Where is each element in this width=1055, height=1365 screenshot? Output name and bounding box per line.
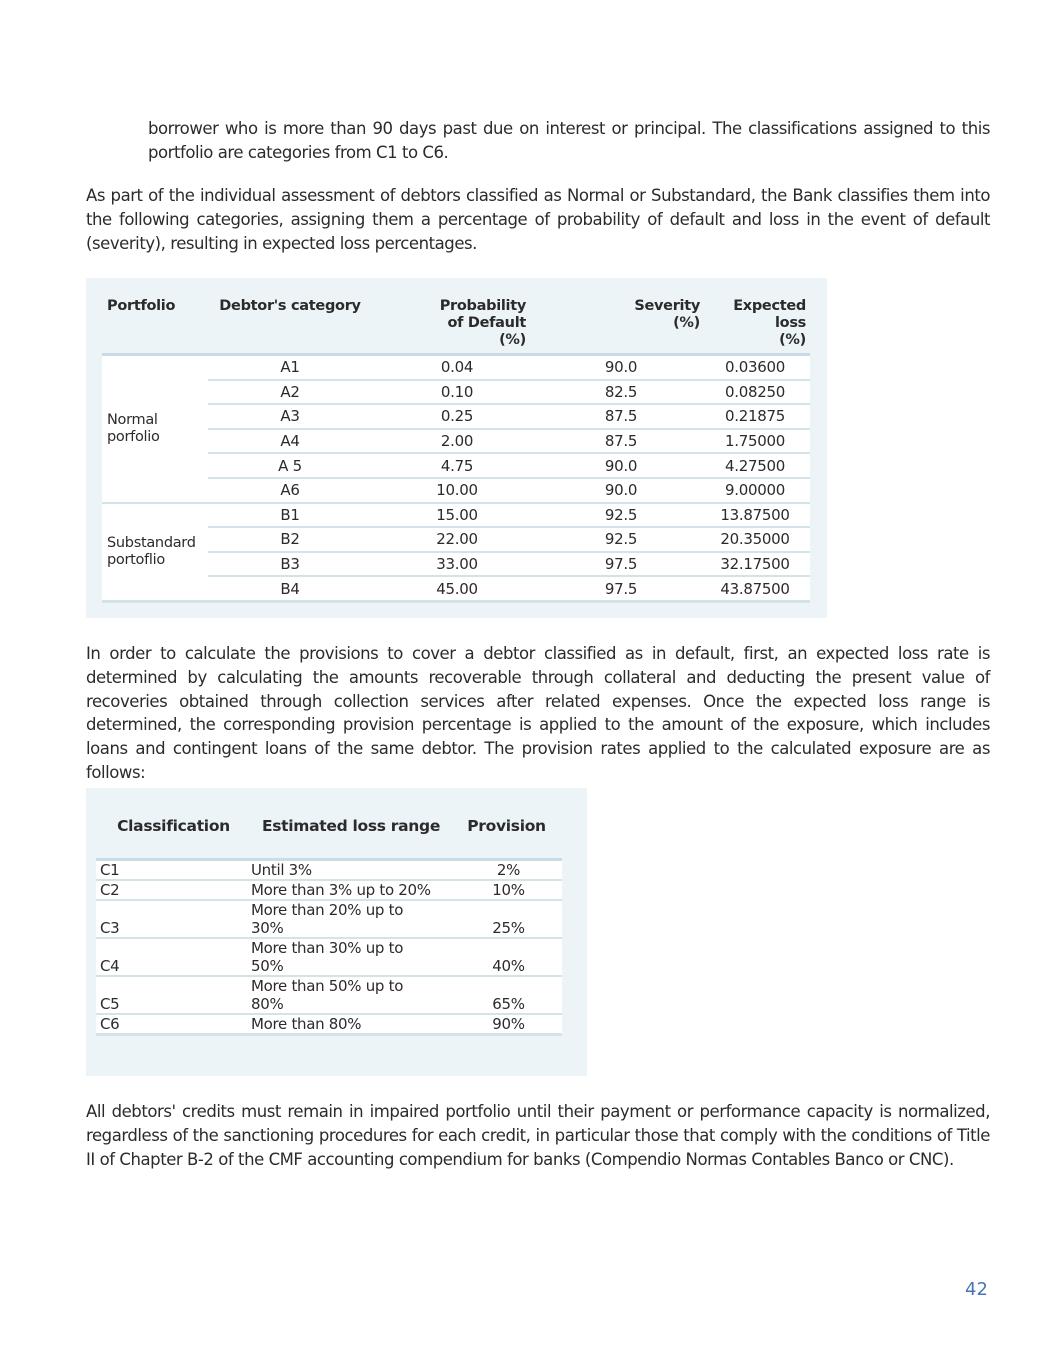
cell-category: A1 [208, 355, 372, 380]
header-provision: Provision [467, 817, 546, 835]
cell-category: A6 [208, 478, 372, 503]
cell-range [251, 880, 451, 900]
cell-severity: 87.5 [542, 429, 700, 454]
paragraph-assessment: As part of the individual assessment of debtors classified as Normal or Substandard, the Bank classifies them into the following categories, assigning them a percentage of probability of default and loss in the event of default (severity), resulting in expected loss percentages. [86, 186, 990, 253]
cell-expected-loss: 4.27500 [700, 453, 810, 478]
paragraph-intro-continuation: borrower who is more than 90 days past due on interest or principal. The classifications assigned to this portfolio are categories from C1 to C6. [148, 119, 990, 162]
cell-expected-loss: 1.75000 [700, 429, 810, 454]
cell-expected-loss: 13.87500 [700, 503, 810, 528]
cell-severity: 87.5 [542, 404, 700, 429]
cell-provision: 90% [451, 1014, 562, 1035]
portfolio-group-substandard [102, 503, 208, 602]
range-line2: 30% [251, 919, 284, 937]
cell-classification: C3 [96, 900, 251, 938]
table-row [102, 527, 810, 552]
cell-severity: 90.0 [542, 355, 700, 380]
group-label-line1: Substandard [107, 534, 196, 551]
cell-severity: 97.5 [542, 552, 700, 577]
cell-classification: C2 [96, 880, 251, 900]
range-line1: More than 80% [251, 1015, 362, 1033]
cell-pd: 10.00 [372, 478, 542, 503]
cell-severity: 92.5 [542, 527, 700, 552]
cell-pd: 0.25 [372, 404, 542, 429]
cell-range [251, 938, 451, 976]
cell-severity: 92.5 [542, 503, 700, 528]
cell-expected-loss: 0.03600 [700, 355, 810, 380]
cell-pd: 0.10 [372, 380, 542, 405]
header-expected-loss [700, 298, 810, 355]
cell-provision: 10% [451, 880, 562, 900]
cell-pd: 15.00 [372, 503, 542, 528]
expected-loss-table [102, 298, 810, 603]
cell-category: A 5 [208, 453, 372, 478]
table-header-row [102, 298, 810, 355]
page-number: 42 [965, 1279, 988, 1300]
header-severity-line1: Severity [634, 298, 700, 314]
cell-range [251, 1014, 451, 1035]
cell-range [251, 860, 451, 881]
table-row [102, 404, 810, 429]
cell-provision: 25% [451, 900, 562, 938]
paragraph-impaired-portfolio: All debtors' credits must remain in impaired portfolio until their payment or performance capacity is normalized, regardless of the sanctioning procedures for each credit, in particular those that comply with the conditions of Title II of Chapter B-2 of the CMF accounting compendium for banks (Compendio Normas Contables Banco or CNC). [86, 1102, 990, 1169]
cell-category: B2 [208, 527, 372, 552]
cell-category: A4 [208, 429, 372, 454]
cell-pd: 2.00 [372, 429, 542, 454]
cell-pd: 33.00 [372, 552, 542, 577]
cell-expected-loss: 0.21875 [700, 404, 810, 429]
cell-expected-loss: 32.17500 [700, 552, 810, 577]
cell-category: B1 [208, 503, 372, 528]
table-row [102, 503, 810, 528]
range-line1: More than 3% up to 20% [251, 881, 431, 899]
cell-severity: 90.0 [542, 478, 700, 503]
cell-category: A3 [208, 404, 372, 429]
provision-rates-table [96, 818, 562, 1036]
table-row [102, 552, 810, 577]
range-line1: More than 20% up to [251, 901, 404, 919]
header-estimated-loss-range: Estimated loss range [261, 817, 441, 835]
table-row [96, 860, 562, 881]
cell-pd: 22.00 [372, 527, 542, 552]
range-line1: More than 50% up to [251, 977, 404, 995]
cell-severity: 97.5 [542, 576, 700, 601]
cell-range [251, 976, 451, 1014]
header-el-line1: Expected loss [733, 298, 806, 331]
header-severity-line2: (%) [673, 315, 700, 331]
provision-table-panel [86, 788, 587, 1076]
header-pd-line2: of Default [447, 315, 526, 331]
range-line1: Until 3% [251, 861, 312, 879]
header-severity [542, 298, 700, 355]
cell-provision: 2% [451, 860, 562, 881]
table-row [102, 380, 810, 405]
group-label-line2: portoflio [107, 551, 165, 568]
expected-loss-table-panel [86, 278, 827, 618]
cell-provision: 40% [451, 938, 562, 976]
cell-category: A2 [208, 380, 372, 405]
cell-expected-loss: 43.87500 [700, 576, 810, 601]
cell-provision: 65% [451, 976, 562, 1014]
table-row [102, 355, 810, 380]
header-pd-line3: (%) [499, 332, 526, 348]
table-row [102, 576, 810, 601]
table-header-row [96, 818, 562, 860]
header-portfolio: Portfolio [107, 298, 176, 314]
cell-expected-loss: 20.35000 [700, 527, 810, 552]
cell-category: B4 [208, 576, 372, 601]
cell-classification: C4 [96, 938, 251, 976]
cell-pd: 0.04 [372, 355, 542, 380]
range-line1: More than 30% up to [251, 939, 404, 957]
table-row [96, 900, 562, 938]
cell-category: B3 [208, 552, 372, 577]
table-row [96, 880, 562, 900]
cell-expected-loss: 0.08250 [700, 380, 810, 405]
cell-pd: 45.00 [372, 576, 542, 601]
header-debtor-category: Debtor's category [219, 298, 361, 314]
paragraph-provision-calculation: In order to calculate the provisions to cover a debtor classified as in default, first, an expected loss rate is determined by calculating the amounts recoverable through collateral and deducting the present value of recoveries obtained through collection services after related expenses. Once the expected loss range is determined, the corresponding provision percentage is applied to the amount of the exposure, which includes loans and contingent loans of the same debtor. The provision rates applied to the calculated exposure are as follows: [86, 644, 990, 782]
table-row [102, 453, 810, 478]
header-pd-line1: Probability [439, 298, 526, 314]
header-probability-of-default [372, 298, 542, 355]
table-row [96, 1014, 562, 1035]
cell-classification: C6 [96, 1014, 251, 1035]
header-el-line2: (%) [779, 332, 806, 348]
range-line2: 50% [251, 957, 284, 975]
portfolio-group-normal [102, 355, 208, 503]
table-row [96, 976, 562, 1014]
table-row [96, 938, 562, 976]
group-label-line2: porfolio [107, 428, 160, 445]
cell-pd: 4.75 [372, 453, 542, 478]
group-label-line1: Normal [107, 411, 158, 428]
table-row [102, 429, 810, 454]
cell-severity: 82.5 [542, 380, 700, 405]
header-classification: Classification [117, 817, 230, 835]
table-row [102, 478, 810, 503]
cell-classification: C1 [96, 860, 251, 881]
cell-classification: C5 [96, 976, 251, 1014]
range-line2: 80% [251, 995, 284, 1013]
cell-expected-loss: 9.00000 [700, 478, 810, 503]
cell-range [251, 900, 451, 938]
cell-severity: 90.0 [542, 453, 700, 478]
